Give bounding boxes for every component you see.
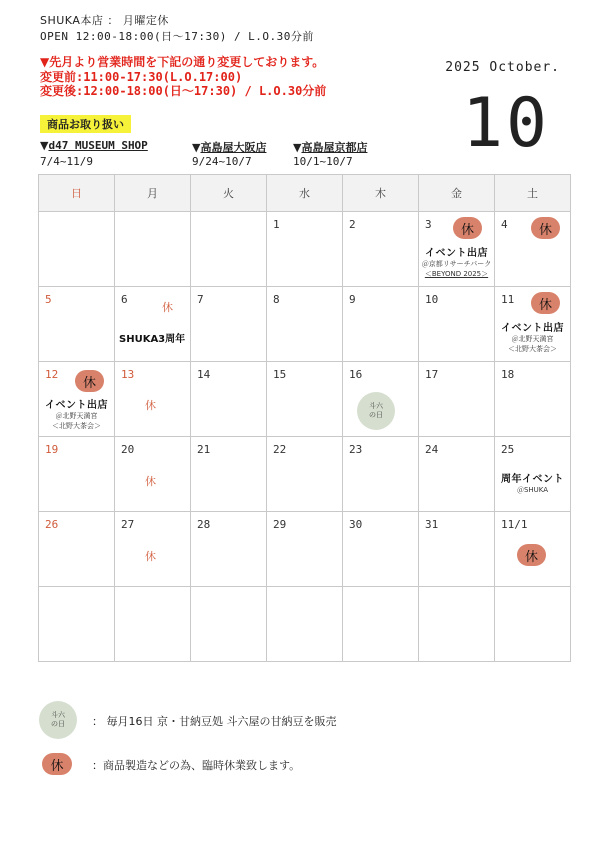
calendar-cell-empty	[39, 587, 115, 662]
calendar-cell	[115, 512, 191, 587]
weekday-mon: 月	[115, 175, 191, 212]
weekday-header-row	[39, 175, 571, 212]
weekday-sun: 日	[39, 175, 115, 212]
day-number: 4	[501, 218, 508, 231]
calendar-grid	[38, 174, 571, 662]
day-number: 18	[501, 368, 515, 381]
weekday-thu: 木	[343, 175, 419, 212]
legend-closed-badge: 休	[42, 753, 72, 775]
day-number: 23	[349, 443, 363, 456]
shop-takashimaya-osaka	[192, 139, 266, 155]
calendar-cell-empty	[191, 212, 267, 287]
day-number: 9	[349, 293, 356, 306]
notice-title: ▼先月より営業時間を下記の通り変更しております。	[40, 55, 325, 69]
day-number: 15	[273, 368, 287, 381]
notice-after: 変更後:12:00-18:00(日〜17:30) / L.O.30分前	[40, 84, 327, 98]
day-number: 28	[197, 518, 211, 531]
shop-prefix: ▼	[40, 139, 49, 152]
shoroku-day-badge	[357, 392, 395, 430]
calendar-cell	[115, 287, 191, 362]
calendar-cell	[39, 362, 115, 437]
closed-badge: 休	[453, 217, 482, 239]
day-number: 24	[425, 443, 439, 456]
day-number: 10	[425, 293, 439, 306]
day-number: 11/1	[501, 518, 528, 531]
day-number: 11	[501, 293, 515, 306]
calendar-cell	[191, 437, 267, 512]
event-place: ＠北野天満宮	[55, 412, 98, 420]
day-number: 17	[425, 368, 439, 381]
calendar-cell	[495, 512, 571, 587]
calendar-cell	[39, 287, 115, 362]
shop-dates: 10/1~10/7	[293, 155, 353, 168]
day-number: 8	[273, 293, 280, 306]
day-number: 26	[45, 518, 59, 531]
calendar-cell	[343, 437, 419, 512]
handled-label: 商品お取り扱い	[40, 115, 131, 133]
calendar-week	[39, 362, 571, 437]
day-number: 1	[273, 218, 280, 231]
event-title: イベント出店	[425, 248, 488, 259]
event-name: ＜北野大茶会＞	[52, 422, 101, 430]
anniversary-event	[495, 470, 570, 495]
calendar-cell-empty	[191, 587, 267, 662]
calendar-cell-empty	[343, 587, 419, 662]
event-name: ＜北野大茶会＞	[508, 345, 557, 353]
calendar-cell	[419, 437, 495, 512]
closed-badge: 休	[531, 292, 560, 314]
day-number: 5	[45, 293, 52, 306]
calendar-cell-empty	[267, 587, 343, 662]
calendar-week	[39, 512, 571, 587]
calendar-week	[39, 587, 571, 662]
notice-before: 変更前:11:00-17:30(L.O.17:00)	[40, 70, 243, 84]
calendar-cell	[343, 362, 419, 437]
day-number: 20	[121, 443, 135, 456]
shop-prefix: ▼	[192, 141, 201, 154]
calendar-cell	[39, 512, 115, 587]
closed-mark: 休	[145, 475, 156, 488]
shop-d47	[40, 139, 148, 152]
calendar-week	[39, 437, 571, 512]
calendar-cell	[191, 512, 267, 587]
day-number: 19	[45, 443, 59, 456]
event-kitano	[39, 396, 114, 431]
calendar-cell	[343, 287, 419, 362]
calendar-cell-empty	[495, 587, 571, 662]
legend-shoroku-text: ： 毎月16日 京・甘納豆処 斗六屋の甘納豆を販売	[92, 715, 337, 728]
calendar-cell-empty	[39, 212, 115, 287]
calendar-cell	[267, 362, 343, 437]
shop-dates: 7/4~11/9	[40, 155, 93, 168]
day-number: 6	[121, 293, 128, 306]
day-number: 31	[425, 518, 439, 531]
day-number: 3	[425, 218, 432, 231]
calendar-cell	[419, 212, 495, 287]
calendar-cell-empty	[115, 587, 191, 662]
closed-badge: 休	[517, 544, 546, 566]
day-number: 2	[349, 218, 356, 231]
event-kitano	[495, 319, 570, 354]
shop-dates: 9/24~10/7	[192, 155, 252, 168]
calendar-week	[39, 212, 571, 287]
anniversary-note: SHUKA3周年	[119, 334, 186, 345]
weekday-wed: 水	[267, 175, 343, 212]
calendar-cell	[267, 212, 343, 287]
shoroku-line: 斗六	[369, 402, 383, 410]
day-number: 13	[121, 368, 135, 381]
shop-prefix: ▼	[293, 141, 302, 154]
event-place: ＠京都リサーチパーク	[421, 260, 492, 268]
shoroku-line: の日	[369, 411, 383, 419]
calendar-cell	[495, 362, 571, 437]
day-number: 29	[273, 518, 287, 531]
calendar-cell	[419, 287, 495, 362]
calendar-cell	[267, 512, 343, 587]
calendar-cell-empty	[115, 212, 191, 287]
store-hours-line: SHUKA本店 ： 月曜定休	[40, 14, 169, 27]
closed-mark: 休	[145, 550, 156, 563]
weekday-sat: 土	[495, 175, 571, 212]
calendar-cell	[495, 287, 571, 362]
shoroku-line: の日	[51, 720, 65, 728]
shop-name: d47 MUSEUM SHOP	[48, 139, 148, 152]
calendar-cell	[191, 287, 267, 362]
calendar-cell	[39, 437, 115, 512]
event-title: イベント出店	[45, 400, 108, 411]
calendar-cell	[267, 287, 343, 362]
day-number: 30	[349, 518, 363, 531]
day-number: 14	[197, 368, 211, 381]
closed-mark: 休	[145, 399, 156, 412]
weekday-fri: 金	[419, 175, 495, 212]
calendar-cell	[495, 212, 571, 287]
day-number: 25	[501, 443, 515, 456]
shoroku-line: 斗六	[51, 711, 65, 719]
event-place: ＠SHUKA	[516, 486, 549, 494]
calendar-cell-empty	[419, 587, 495, 662]
calendar-cell	[191, 362, 267, 437]
calendar-cell	[115, 437, 191, 512]
day-number: 7	[197, 293, 204, 306]
day-number: 22	[273, 443, 287, 456]
calendar-week	[39, 287, 571, 362]
calendar-cell	[419, 512, 495, 587]
event-title: 周年イベント	[501, 474, 564, 485]
weekday-tue: 火	[191, 175, 267, 212]
calendar-cell	[419, 362, 495, 437]
calendar-cell	[115, 362, 191, 437]
shop-name: 高島屋大阪店	[200, 141, 267, 154]
event-title: イベント出店	[501, 323, 564, 334]
month-number: 10	[462, 84, 550, 163]
event-place: ＠北野天満宮	[511, 335, 554, 343]
closed-badge: 休	[531, 217, 560, 239]
day-number: 21	[197, 443, 211, 456]
calendar-cell	[267, 437, 343, 512]
open-hours-line: OPEN 12:00-18:00(日〜17:30) / L.O.30分前	[40, 30, 314, 43]
shop-takashimaya-kyoto	[293, 139, 367, 155]
month-label: 2025 October.	[445, 60, 560, 75]
legend-closed-text: ：商品製造などの為、臨時休業致します。	[92, 759, 301, 772]
closed-mark: 休	[162, 301, 173, 314]
shop-name: 高島屋京都店	[301, 141, 368, 154]
event-name: ＜BEYOND 2025＞	[424, 270, 489, 278]
legend-shoroku-badge	[39, 701, 77, 739]
day-number: 12	[45, 368, 59, 381]
day-number: 16	[349, 368, 363, 381]
calendar-cell	[495, 437, 571, 512]
calendar-cell	[343, 512, 419, 587]
closed-badge: 休	[75, 370, 104, 392]
day-number: 27	[121, 518, 135, 531]
